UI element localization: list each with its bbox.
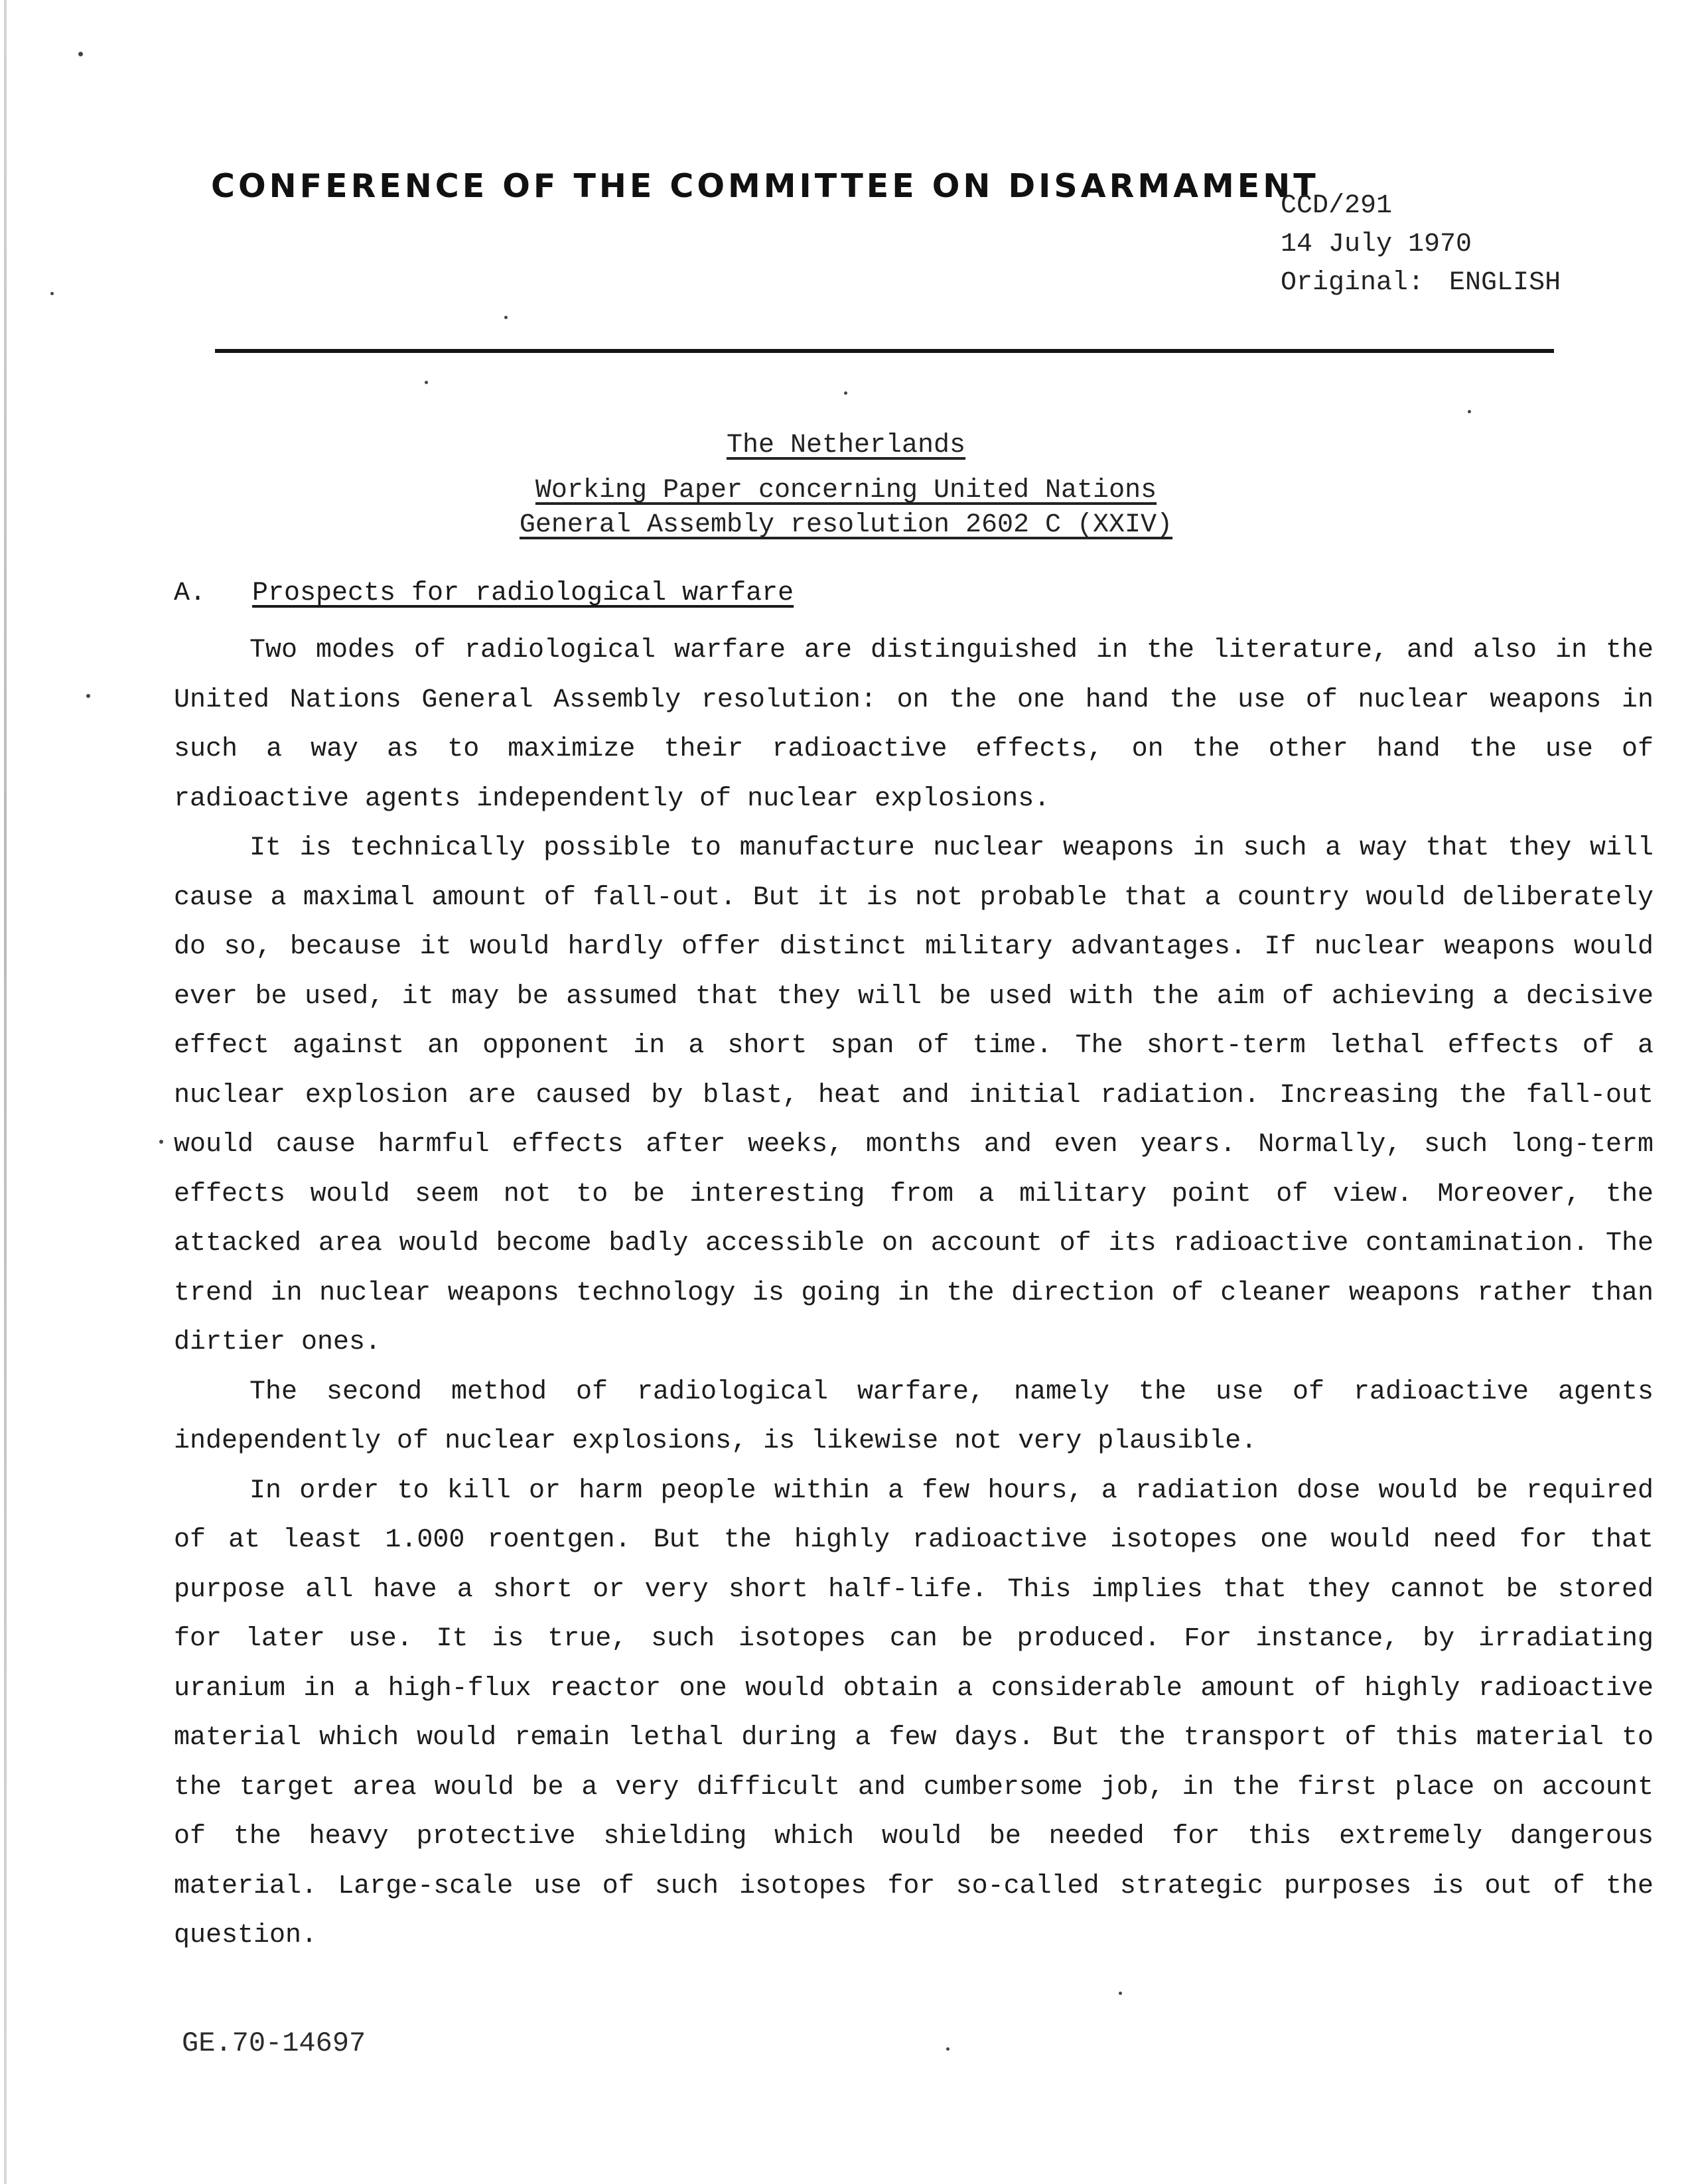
scan-speck: [159, 1140, 163, 1144]
subject-line-1: Working Paper concerning United Nations: [535, 476, 1157, 506]
conference-title: CONFERENCE OF THE COMMITTEE ON DISARMAMENT: [211, 167, 1319, 205]
scan-speck: [844, 391, 847, 395]
scan-edge-shadow: [4, 0, 7, 2184]
scan-speck: [78, 52, 83, 56]
original-label: Original:: [1281, 268, 1425, 298]
section-letter: A.: [174, 579, 206, 608]
subject-line-2: General Assembly resolution 2602 C (XXIV): [519, 510, 1173, 540]
document-number: CCD/291: [1281, 191, 1393, 221]
scan-speck: [1468, 410, 1471, 413]
original-language-line: [1281, 264, 1561, 303]
scan-speck: [946, 2047, 950, 2051]
scan-speck: [86, 694, 90, 698]
document-code: GE.70-14697: [182, 2027, 366, 2059]
document-date: 14 July 1970: [1281, 230, 1472, 259]
country-name: The Netherlands: [726, 431, 966, 460]
scan-speck: [50, 292, 54, 295]
paragraph: The second method of radiological warfare, namely the use of radioactive agents independently of nuclear explosions, is likewise not very plausible.: [174, 1377, 1654, 1456]
original-language-value: ENGLISH: [1449, 268, 1561, 298]
paragraph: It is technically possible to manufacture nuclear weapons in such a way that they will cause a maximal amount of fall-out. But it is not probable that a country would deliberately do so, because it would hardly offer distinct military advantages. If nuclear weapons would ever be used, it may be assumed that they will be used with the aim of achieving a decisive effect against an opponent in a short span of time. The short-term lethal effects of a nuclear explosion are caused by blast, heat and initial radiation. Increasing the fall-out would cause harmful effects after weeks, months and even years. Normally, such long-term effects would seem not to be interesting from a military point of view. Moreover, the attacked area would become badly accessible on account of its radioactive contamination. The trend in nuclear weapons technology is going in the direction of cleaner weapons rather than dirtier ones.: [174, 833, 1654, 1357]
section-title: Prospects for radiological warfare: [252, 579, 794, 608]
section-heading: [174, 579, 794, 608]
scan-speck: [504, 316, 508, 319]
paragraph: In order to kill or harm people within a few hours, a radiation dose would be required of at least 1.000 roentgen. But the highly radioactive isotopes one would need for that purpose all have a short or very short half-life. This implies that they cannot be stored for later use. It is true, such isotopes can be produced. For instance, by irradiating uranium in a high-flux reactor one would obtain a considerable amount of highly radioactive material which would remain lethal during a few days. But the transport of this material to the target area would be a very difficult and cumbersome job, in the first place on account of the heavy protective shielding which would be needed for this extremely dangerous material. Large-scale use of such isotopes for so-called strategic purposes is out of the question.: [174, 1475, 1654, 1950]
document-heading: [0, 429, 1692, 543]
document-reference-block: [1281, 187, 1561, 303]
header-divider: [215, 349, 1554, 353]
scan-speck: [425, 381, 428, 384]
paragraph: Two modes of radiological warfare are distinguished in the literature, and also in the United Nations General Assembly resolution: on the one hand the use of nuclear weapons in such a way as to maximize their radioactive effects, on the other hand the use of radioactive agents independently of nuclear explosions.: [174, 636, 1654, 814]
body-text: [174, 626, 1654, 1961]
scan-speck: [1119, 1992, 1122, 1995]
